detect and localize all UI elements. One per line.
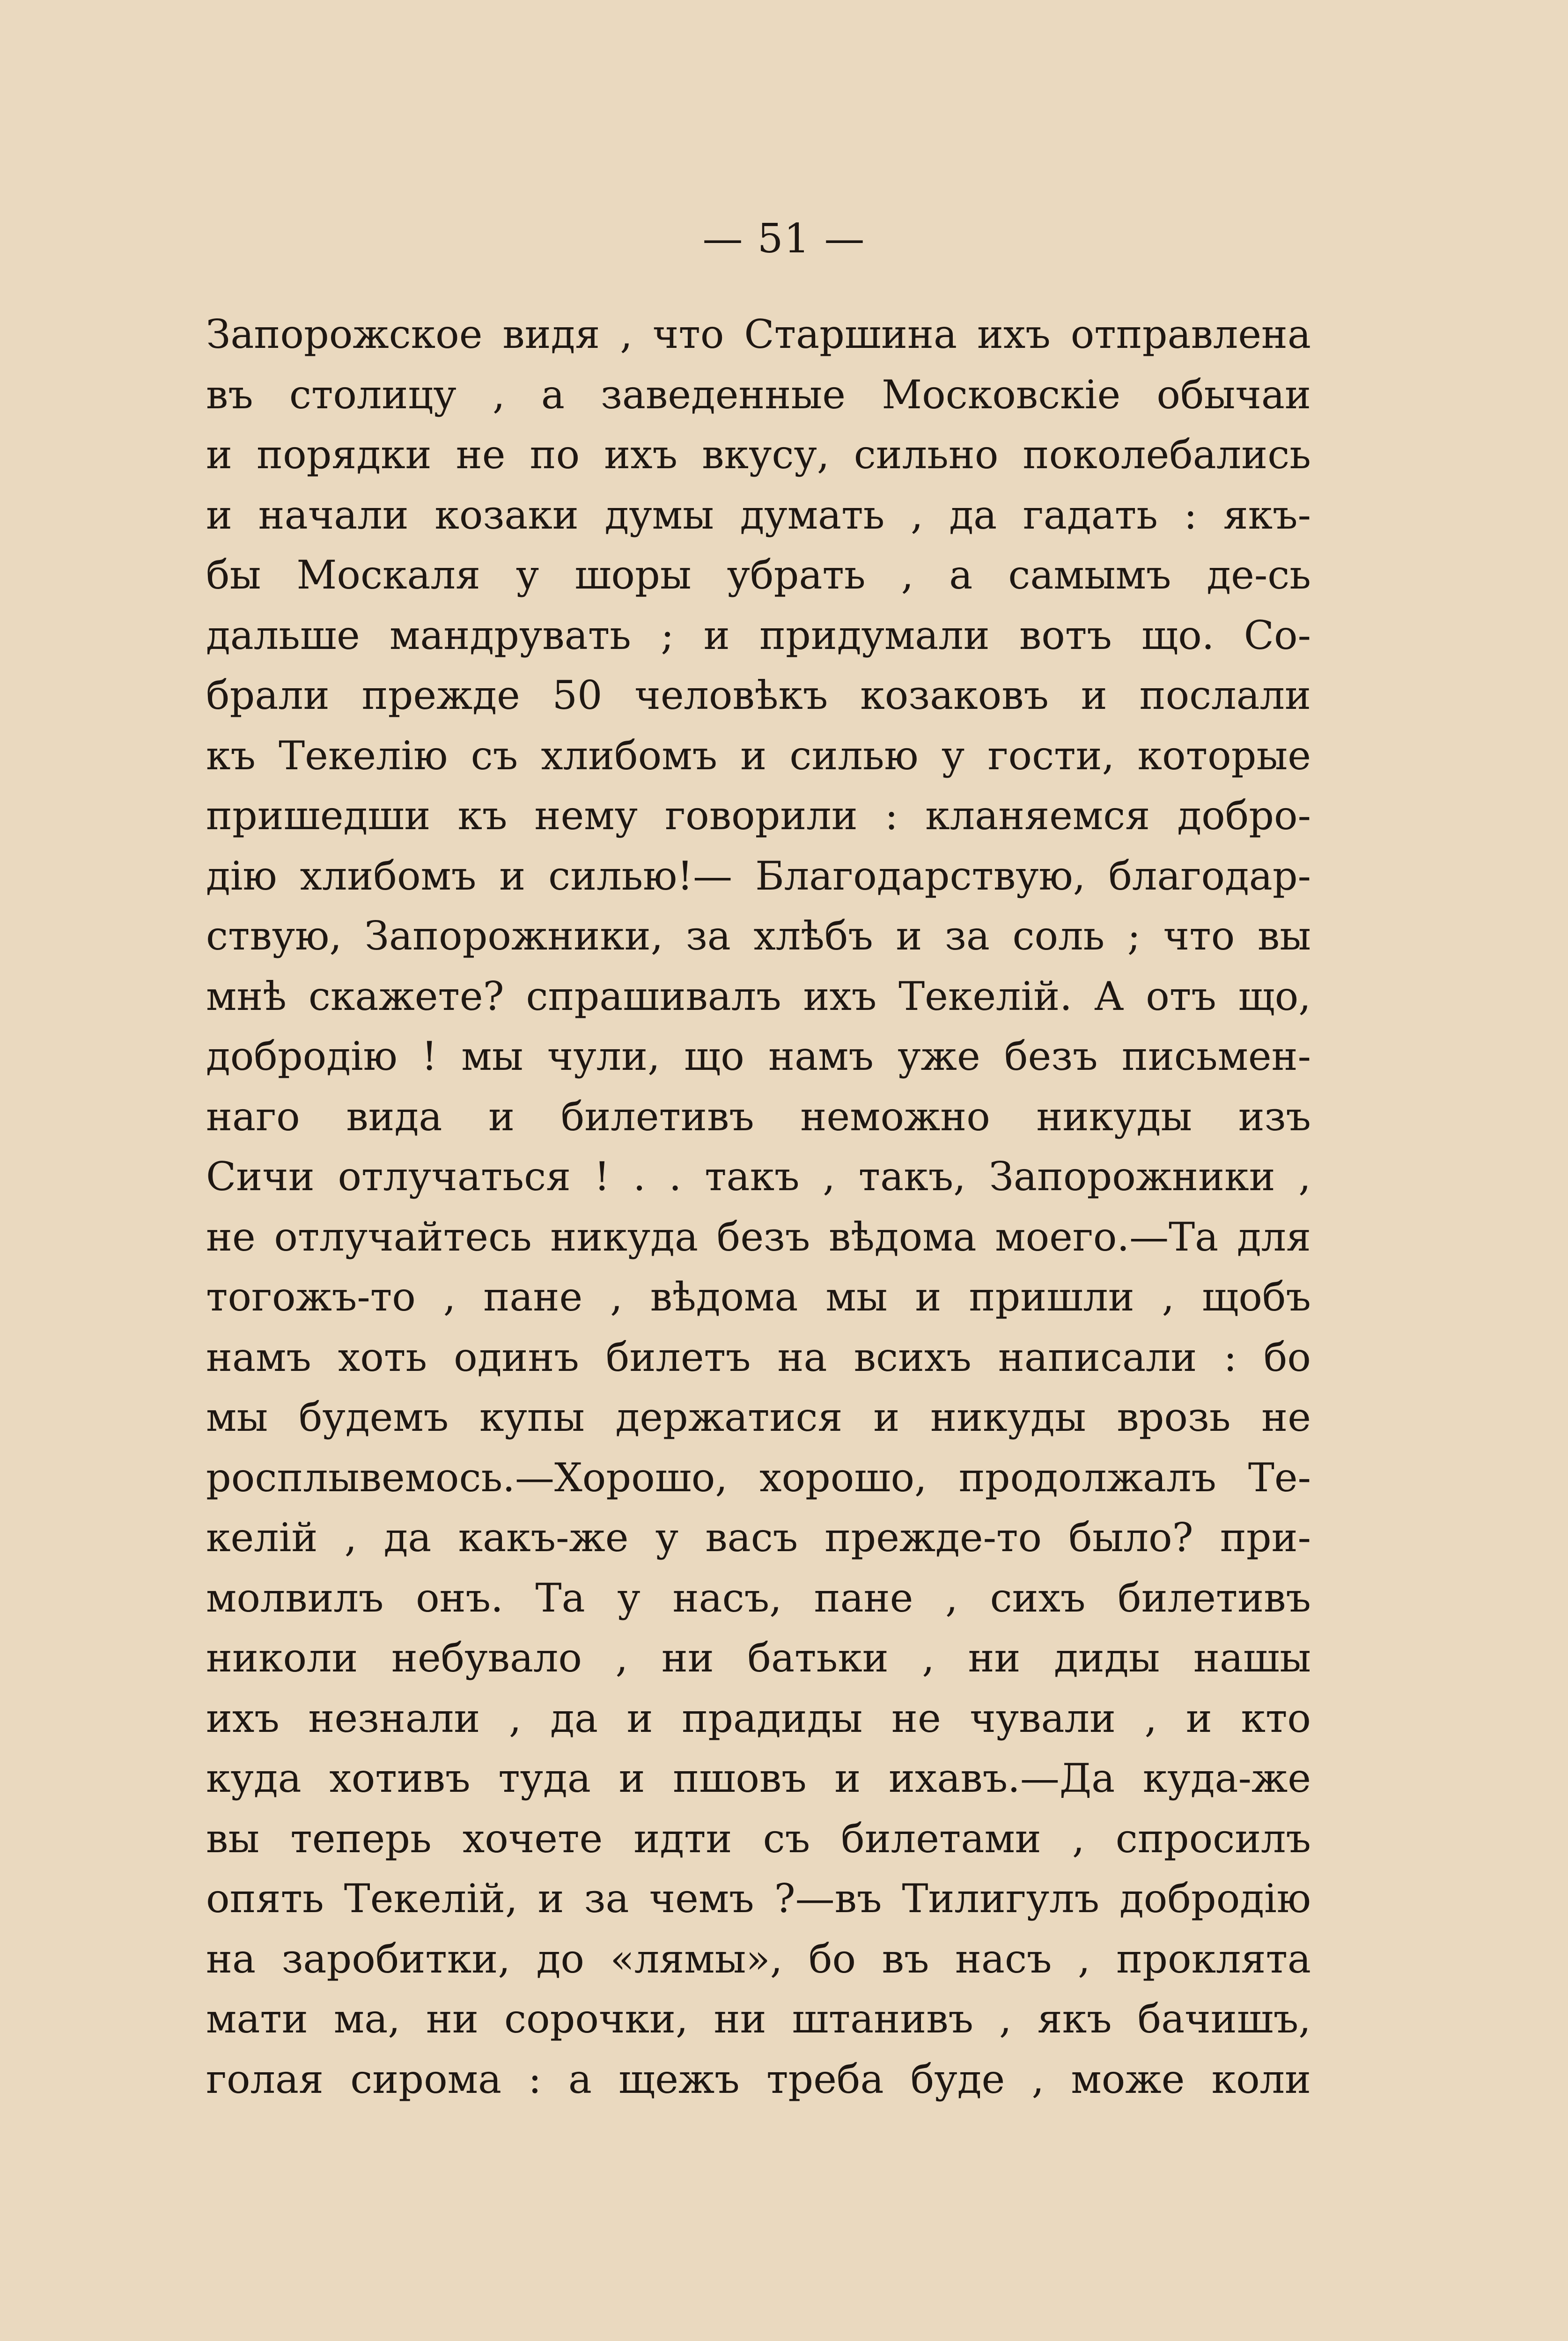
body-text bbox=[206, 304, 1311, 2109]
text-line: келій , да какъ-же у васъ прежде-то было? при- bbox=[206, 1515, 1311, 1561]
text-line: ствую, Запорожники, за хлѣбъ и за соль ; что вы bbox=[206, 913, 1311, 959]
text-line: не отлучайтесь никуда безъ вѣдома моего.—Та для bbox=[206, 1214, 1311, 1260]
text-line: молвилъ онъ. Та у насъ, пане , сихъ билетивъ bbox=[206, 1575, 1311, 1621]
text-line: росплывемось.—Хорошо, хорошо, продолжалъ Те- bbox=[206, 1454, 1311, 1501]
text-line: голая сирома : а щежъ треба буде , може коли bbox=[206, 2056, 1311, 2102]
text-line: опять Текелій, и за чемъ ?—въ Тилигулъ добродію bbox=[206, 1876, 1311, 1921]
text-line: ихъ незнали , да и прадиды не чували , и кто bbox=[206, 1695, 1311, 1741]
text-line: мы будемъ купы держатися и никуды врозь не bbox=[206, 1394, 1311, 1440]
text-line: Запорожское видя , что Старшина ихъ отправлена bbox=[206, 311, 1311, 357]
text-line: брали прежде 50 человѣкъ козаковъ и послали bbox=[206, 672, 1311, 718]
text-line: дію хлибомъ и силью!— Благодарствую, благодар- bbox=[206, 853, 1311, 899]
text-line: намъ хоть одинъ билетъ на всихъ написали : бо bbox=[206, 1334, 1311, 1380]
text-line: николи небувало , ни батьки , ни диды нашы bbox=[206, 1635, 1311, 1681]
text-line: куда хотивъ туда и пшовъ и ихавъ.—Да куда-же bbox=[206, 1755, 1311, 1801]
text-line: и начали козаки думы думать , да гадать : якъ- bbox=[206, 492, 1311, 538]
text-line: бы Москаля у шоры убрать , а самымъ де-сь bbox=[206, 552, 1311, 598]
text-line: наго вида и билетивъ неможно никуды изъ bbox=[206, 1093, 1311, 1140]
text-line: къ Текелію съ хлибомъ и силью у гости, которые bbox=[206, 732, 1311, 779]
text-line: тогожъ-то , пане , вѣдома мы и пришли , щобъ bbox=[206, 1274, 1311, 1320]
text-line: и порядки не по ихъ вкусу, сильно поколебались bbox=[206, 432, 1311, 478]
text-line: мати ма, ни сорочки, ни штанивъ , якъ бачишъ, bbox=[206, 1996, 1311, 2042]
text-line: вы теперь хочете идти съ билетами , спросилъ bbox=[206, 1815, 1311, 1862]
page-number: — 51 — bbox=[702, 215, 866, 262]
text-line: добродію ! мы чули, що намъ уже безъ письмен- bbox=[206, 1033, 1311, 1079]
text-line: дальше мандрувать ; и придумали вотъ що. Со- bbox=[206, 612, 1311, 658]
text-line: пришедши къ нему говорили : кланяемся добро- bbox=[206, 793, 1311, 839]
text-line: Сичи отлучаться ! . . такъ , такъ, Запорожники , bbox=[206, 1154, 1311, 1200]
text-line: мнѣ скажете? спрашивалъ ихъ Текелій. А отъ що, bbox=[206, 973, 1311, 1019]
text-line: въ столицу , а заведенные Московскіе обычаи bbox=[206, 371, 1311, 418]
text-line: на заробитки, до «лямы», бо въ насъ , проклята bbox=[206, 1936, 1311, 1982]
